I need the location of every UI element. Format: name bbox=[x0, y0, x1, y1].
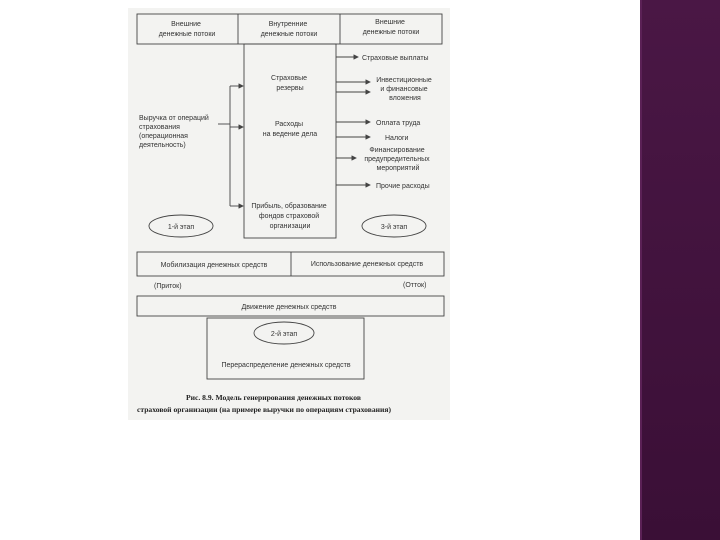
inflow-label: (Приток) bbox=[154, 283, 182, 290]
redistribution-label: Перераспределение денежных средств bbox=[221, 362, 351, 369]
output-investments: Инвестиционные и финансовые вложения bbox=[376, 77, 432, 102]
stage-1-label: 1-й этап bbox=[167, 224, 195, 231]
header-external-left: Внешние денежные потоки bbox=[158, 21, 216, 38]
stage-3-label: 3-й этап bbox=[380, 224, 408, 231]
mobilization-label: Мобилизация денежных средств bbox=[160, 262, 268, 269]
output-insurance-payments: Страховые выплаты bbox=[362, 55, 429, 62]
header-external-right: Внешние денежные потоки bbox=[362, 19, 420, 36]
output-prevention-funding: Финансирование предупредительных мероприятий bbox=[364, 147, 430, 172]
stage-2-label: 2-й этап bbox=[270, 331, 298, 338]
input-arrows bbox=[218, 86, 243, 206]
figure-caption: Рис. 8.9. Модель генерирования денежных потоков страховой организации (на примере выручки по операциям страхования) bbox=[137, 393, 392, 414]
output-labor-pay: Оплата труда bbox=[376, 120, 421, 127]
block-business-expenses: Расходы на ведение дела bbox=[262, 121, 318, 138]
block-profit-funds: Прибыль, образование фондов страховой организации bbox=[251, 203, 327, 230]
outflow-label: (Отток) bbox=[403, 282, 427, 289]
usage-label: Использование денежных средств bbox=[310, 261, 424, 268]
block-insurance-reserves: Страховые резервы bbox=[271, 75, 308, 92]
redistribution-box bbox=[207, 318, 364, 379]
left-input-revenue: Выручка от операций страхования (операционная деятельность) bbox=[139, 115, 209, 149]
output-other-expenses: Прочие расходы bbox=[376, 183, 430, 190]
output-taxes: Налоги bbox=[385, 135, 409, 142]
output-arrows bbox=[336, 57, 370, 185]
header-internal: Внутренние денежные потоки bbox=[260, 21, 318, 38]
movement-label: Движение денежных средств bbox=[241, 304, 337, 311]
